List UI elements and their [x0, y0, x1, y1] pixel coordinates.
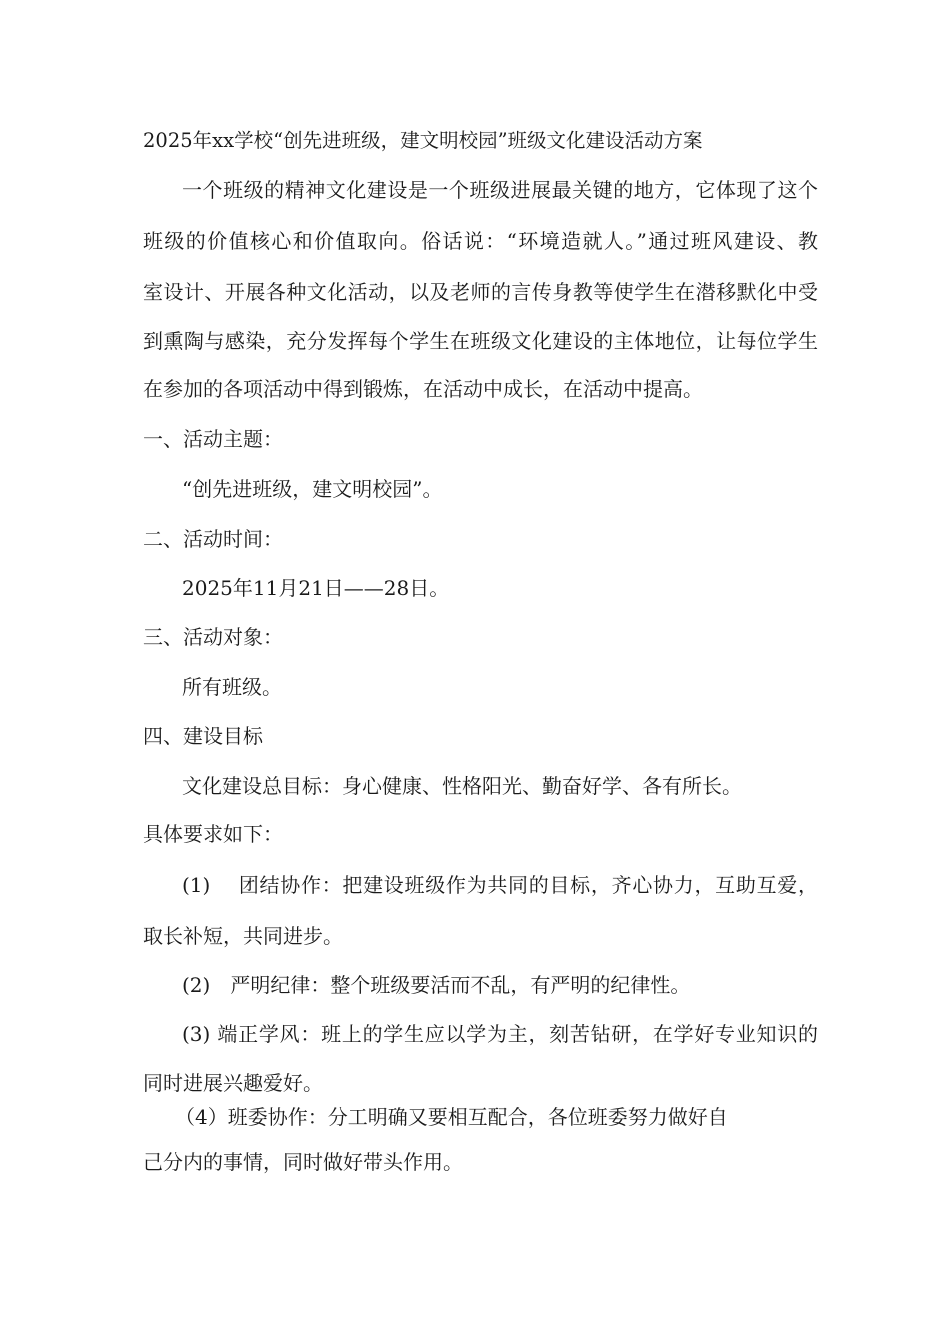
document-title: 2025年xx学校“创先进班级，建文明校园”班级文化建设活动方案 — [143, 129, 703, 152]
requirement-item: (3) 端正学风：班上的学生应以学为主，刻苦钻研，在学好专业知识的 — [182, 1022, 818, 1046]
section-heading-time: 二、活动时间： — [143, 527, 283, 551]
requirement-item-continued: 己分内的事情，同时做好带头作用。 — [143, 1150, 463, 1174]
requirement-item: (2) 严明纪律：整个班级要活而不乱，有严明的纪律性。 — [182, 973, 691, 997]
intro-line: 班级的价值核心和价值取向。俗话说：“环境造就人。”通过班风建设、教 — [143, 229, 818, 253]
intro-line: 一个班级的精神文化建设是一个班级进展最关键的地方，它体现了这个 — [182, 178, 818, 202]
intro-line: 在参加的各项活动中得到锻炼，在活动中成长，在活动中提高。 — [143, 377, 703, 401]
requirements-intro: 具体要求如下： — [143, 822, 283, 846]
requirement-item: (1) 团结协作：把建设班级作为共同的目标，齐心协力，互助互爱， — [182, 873, 818, 897]
section-heading-theme: 一、活动主题： — [143, 427, 283, 451]
overall-goal: 文化建设总目标：身心健康、性格阳光、勤奋好学、各有所长。 — [182, 774, 742, 798]
time-content: 2025年11月21日——28日。 — [182, 576, 450, 600]
section-heading-goals: 四、建设目标 — [143, 724, 263, 748]
section-heading-target: 三、活动对象： — [143, 625, 283, 649]
requirement-item-continued: 同时进展兴趣爱好。 — [143, 1071, 323, 1095]
target-content: 所有班级。 — [182, 675, 282, 699]
requirement-item: （4）班委协作：分工明确又要相互配合，各位班委努力做好自 — [175, 1105, 728, 1129]
intro-line: 到熏陶与感染，充分发挥每个学生在班级文化建设的主体地位，让每位学生 — [143, 329, 818, 353]
theme-content: “创先进班级，建文明校园”。 — [182, 477, 443, 501]
intro-line: 室设计、开展各种文化活动，以及老师的言传身教等使学生在潜移默化中受 — [143, 280, 818, 304]
requirement-item-continued: 取长补短，共同进步。 — [143, 924, 343, 948]
